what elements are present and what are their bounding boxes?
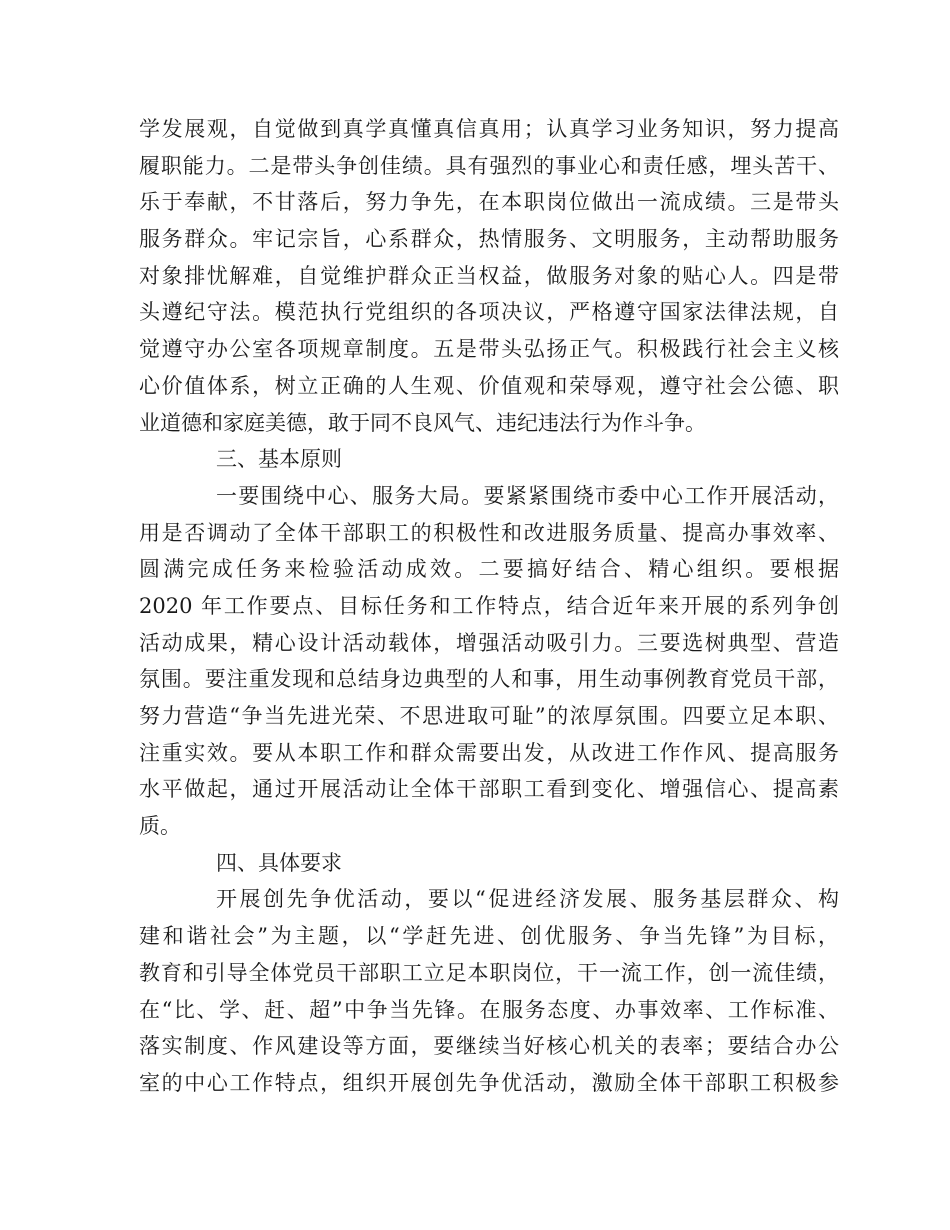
text-line: 质。 <box>139 814 181 839</box>
document-body-text <box>139 111 839 1102</box>
text-line: 努力营造“争当先进光荣、不思进取可耻”的浓厚氛围。四要立足本职、 <box>139 704 839 728</box>
text-line: 落实制度、作风建设等方面，要继续当好核心机关的表率；要结合办公 <box>139 1034 839 1059</box>
text-line: 氛围。要注重发现和总结身边典型的人和事，用生动事例教育党员干部， <box>139 667 839 692</box>
text-line: 在“比、学、赶、超”中争当先锋。在服务态度、办事效率、工作标准、 <box>139 997 839 1022</box>
text-line: 乐于奉献，不甘落后，努力争先，在本职岗位做出一流成绩。三是带头 <box>139 190 839 215</box>
section-heading: 三、基本原则 <box>216 447 342 472</box>
text-line: 觉遵守办公室各项规章制度。五是带头弘扬正气。积极践行社会主义核 <box>139 337 839 362</box>
text-line: 水平做起，通过开展活动让全体干部职工看到变化、增强信心、提高素 <box>139 777 839 802</box>
text-line: 头遵纪守法。模范执行党组织的各项决议，严格遵守国家法律法规，自 <box>139 300 839 325</box>
text-line: 开展创先争优活动，要以“促进经济发展、服务基层群众、构 <box>216 887 839 912</box>
text-line: 建和谐社会”为主题，以“学赶先进、创优服务、争当先锋”为目标， <box>139 924 839 949</box>
text-line: 2020 年工作要点、目标任务和工作特点，结合近年来开展的系列争创 <box>139 593 839 618</box>
section-heading: 四、具体要求 <box>216 850 342 875</box>
text-line: 学发展观，自觉做到真学真懂真信真用；认真学习业务知识，努力提高 <box>139 117 839 141</box>
text-line: 注重实效。要从本职工作和群众需要出发，从改进工作作风、提高服务 <box>139 740 839 765</box>
text-line: 用是否调动了全体干部职工的积极性和改进服务质量、提高办事效率、 <box>139 520 839 545</box>
text-line: 对象排忧解难，自觉维护群众正当权益，做服务对象的贴心人。四是带 <box>139 263 839 288</box>
text-line: 教育和引导全体党员干部职工立足本职岗位，干一流工作，创一流佳绩， <box>139 960 839 985</box>
text-line: 业道德和家庭美德，敢于同不良风气、违纪违法行为作斗争。 <box>139 410 706 435</box>
text-line: 履职能力。二是带头争创佳绩。具有强烈的事业心和责任感，埋头苦干、 <box>139 153 839 178</box>
text-line: 室的中心工作特点，组织开展创先争优活动，激励全体干部职工积极参 <box>139 1070 839 1095</box>
text-line: 服务群众。牢记宗旨，心系群众，热情服务、文明服务，主动帮助服务 <box>139 227 839 252</box>
text-line: 圆满完成任务来检验活动成效。二要搞好结合、精心组织。要根据 <box>139 557 839 582</box>
text-line: 活动成果，精心设计活动载体，增强活动吸引力。三要选树典型、营造 <box>139 630 839 655</box>
text-line: 一要围绕中心、服务大局。要紧紧围绕市委中心工作开展活动， <box>216 483 839 508</box>
text-line: 心价值体系，树立正确的人生观、价值观和荣辱观，遵守社会公德、职 <box>139 373 839 398</box>
